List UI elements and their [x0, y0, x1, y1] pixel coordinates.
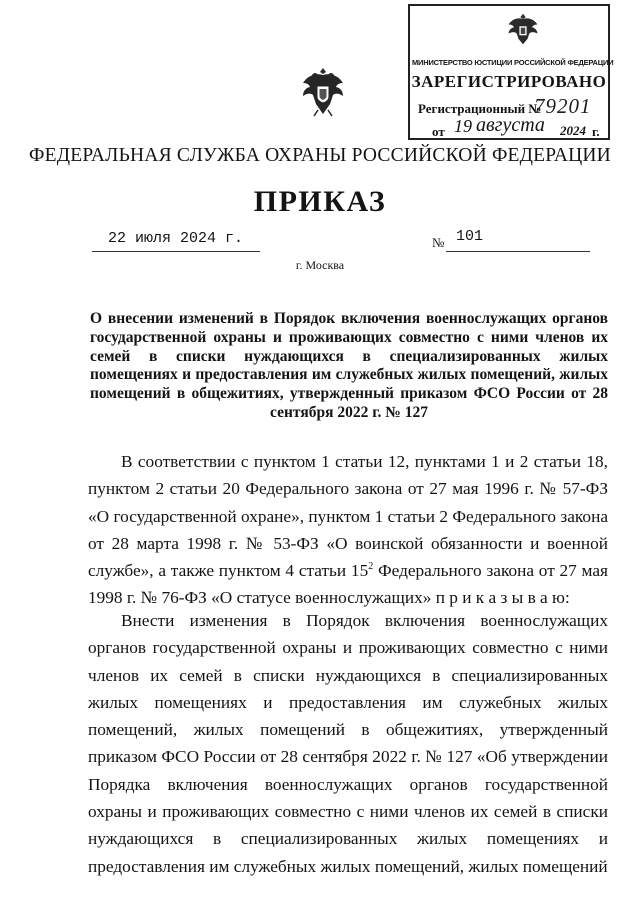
stamp-year-suffix: г.	[592, 124, 600, 139]
coat-of-arms-icon	[300, 66, 346, 118]
stamp-ministry-name: МИНИСТЕРСТВО ЮСТИЦИИ РОССИЙСКОЙ ФЕДЕРАЦИИ	[412, 58, 614, 67]
stamp-from-day: 19	[454, 116, 472, 136]
preamble-paragraph	[88, 448, 608, 612]
stamp-registered-label: ЗАРЕГИСТРИРОВАНО	[411, 72, 607, 91]
order-word: п р и к а з ы в а ю:	[435, 588, 570, 608]
issue-city: г. Москва	[295, 258, 345, 272]
stamp-from-label: от	[432, 124, 445, 139]
order-date: 22 июля 2024 г.	[108, 230, 244, 247]
registration-stamp	[408, 4, 614, 140]
order-number: 101	[456, 228, 484, 245]
order-number-label: №	[432, 235, 445, 250]
stamp-regnum-value: 79201	[534, 94, 592, 118]
date-underline	[92, 251, 260, 252]
stamp-underline	[450, 139, 590, 140]
order-paragraph: Внести изменения в Порядок включения военнослужащих органов государственной охраны и проживающих совместно с ними членов их семей в списки нуждающихся в специализированных жилых помещениях и предоставления им служебных жилых помещений, жилых помещений в общежитиях, утвержденный приказом ФСО России от 28 сентября 2022 г. № 127 «Об утверждении Порядка включения военнослужащих органов государственной охраны и проживающих совместно с ними членов их семей в списки нуждающихся в специализированных жилых помещениях и предоставления им служебных жилых помещений, жилых помещений	[88, 611, 608, 876]
article-superscript: 2	[368, 561, 374, 573]
stamp-regnum-label: Регистрационный №	[418, 101, 542, 116]
document-type: ПРИКАЗ	[253, 185, 387, 218]
stamp-from-month: августа	[476, 114, 545, 136]
number-underline	[446, 251, 590, 252]
agency-name: ФЕДЕРАЛЬНАЯ СЛУЖБА ОХРАНЫ РОССИЙСКОЙ ФЕДЕРАЦИИ	[29, 145, 611, 166]
preamble-text-a: В соответствии с пунктом 1 статьи 12, пунктами 1 и 2 статьи 18, пунктом 2 статьи 20 Федерального закона от 27 мая 1996 г. № 57-ФЗ «О государственной охране», пунктом 1 статьи 2 Федерального закона от 28 марта 1998 г. № 53-ФЗ «О воинской обязанности и военной службе», а также пунктом 4 статьи 15	[88, 452, 608, 581]
preamble-text-b: Федерального закона от 27 мая 1998 г. № 76-ФЗ «О статусе военнослужащих»	[88, 561, 608, 608]
stamp-from-year: 2024	[560, 123, 586, 138]
order-title: О внесении изменений в Порядок включения военнослужащих органов государственной охраны и проживающих совместно с ними членов их семей в списки нуждающихся в специализированных жилых помещениях и предоставления им служебных жилых помещений, жилых помещений в общежитиях, утвержденный приказом ФСО России от 28 сентября 2022 г. № 127	[90, 310, 608, 421]
coat-of-arms-icon	[505, 10, 541, 48]
